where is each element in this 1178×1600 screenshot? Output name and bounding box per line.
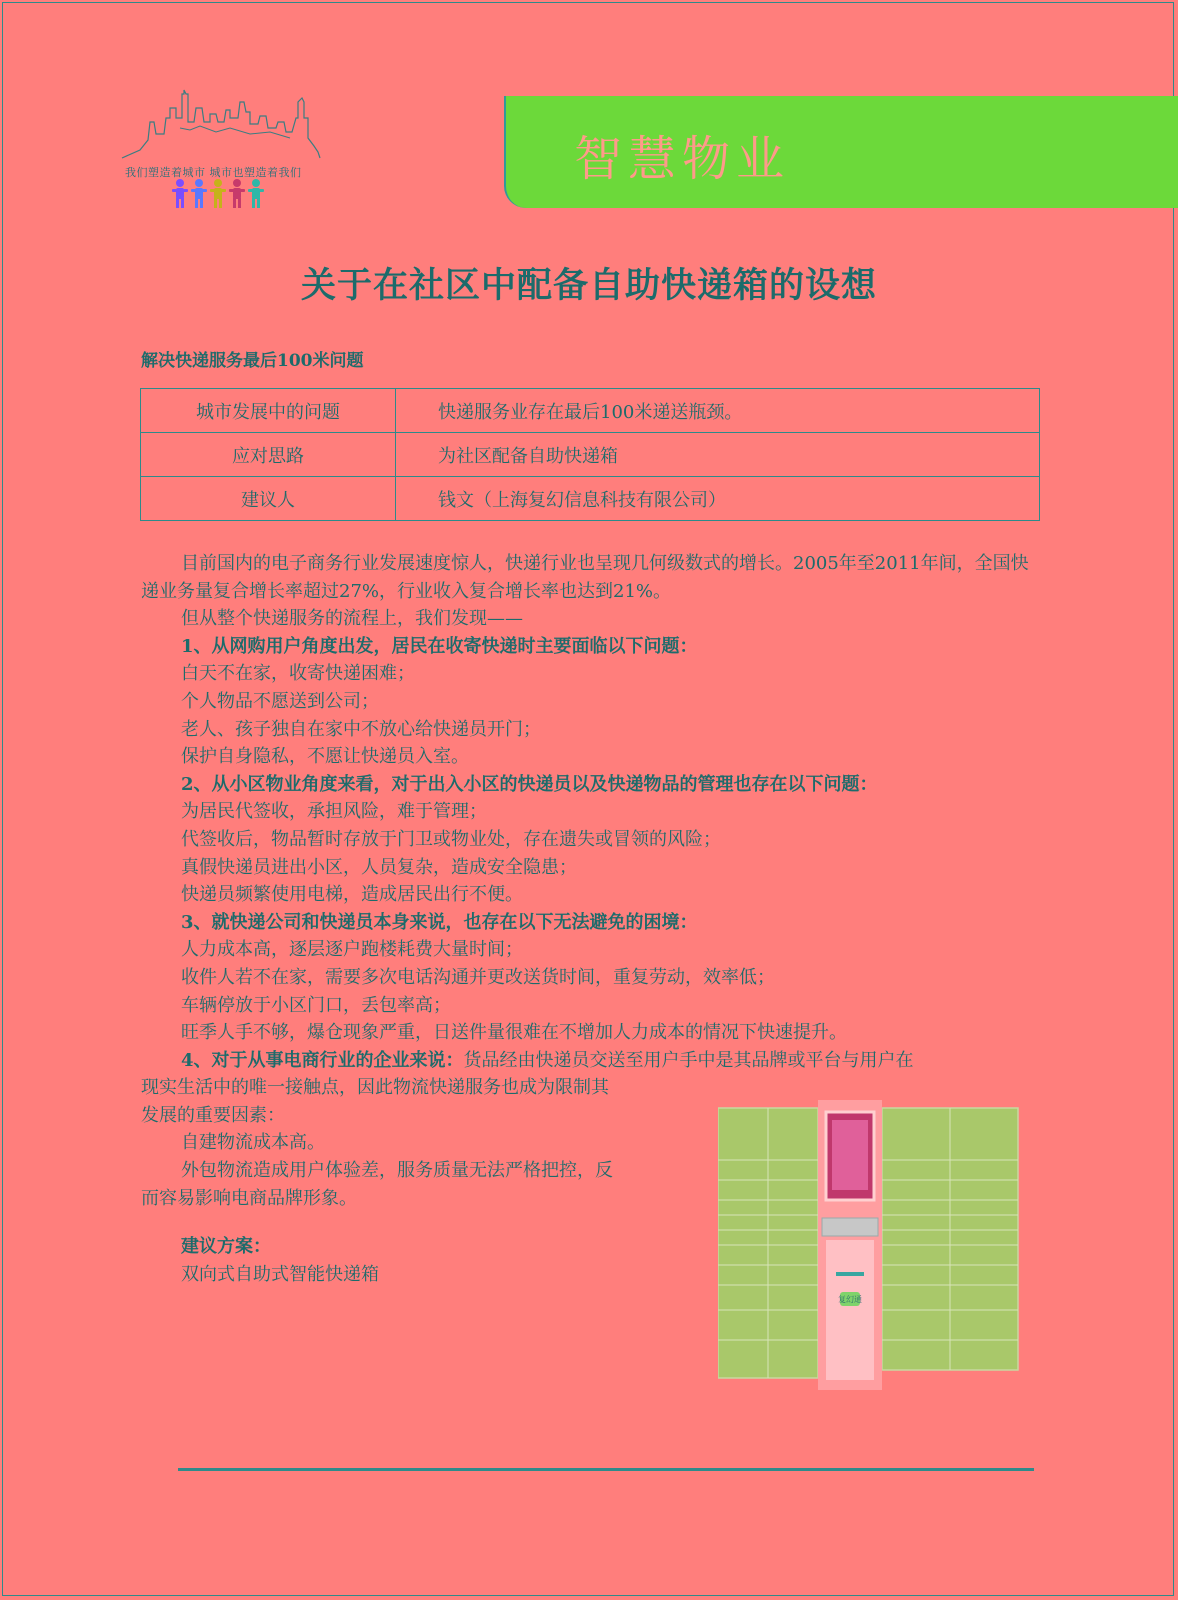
section4-last-a: 外包物流造成用户体验差，服务质量无法严格把控，反 bbox=[181, 1160, 613, 1182]
locker-brand: 复幻通 bbox=[838, 1295, 862, 1304]
city-logo bbox=[120, 88, 330, 213]
section-heading: 2、从小区物业角度来看，对于出入小区的快递员以及快递物品的管理也存在以下问题： bbox=[181, 773, 878, 795]
table-row bbox=[141, 477, 1040, 521]
section4-line3: 发展的重要因素： bbox=[141, 1104, 285, 1126]
list-item: 真假快递员进出小区，人员复杂，造成安全隐患； bbox=[181, 856, 577, 878]
bottom-divider bbox=[178, 1468, 1034, 1471]
banner-title: 智慧物业 bbox=[574, 131, 791, 187]
list-item: 老人、孩子独自在家中不放心给快递员开门； bbox=[181, 718, 541, 740]
list-item: 人力成本高，逐层逐户跑楼耗费大量时间； bbox=[181, 939, 523, 961]
list-item: 收件人若不在家，需要多次电话沟通并更改送货时间，重复劳动，效率低； bbox=[181, 966, 775, 988]
section-heading: 1、从网购用户角度出发，居民在收寄快递时主要面临以下问题： bbox=[181, 635, 698, 657]
list-item: 个人物品不愿送到公司； bbox=[181, 690, 379, 712]
lead-paragraph: 但从整个快递服务的流程上，我们发现—— bbox=[181, 608, 523, 630]
people-figures bbox=[172, 178, 292, 212]
list-item: 代签收后，物品暂时存放于门卫或物业处，存在遗失或冒领的风险； bbox=[181, 828, 721, 850]
intro-paragraph: 目前国内的电子商务行业发展速度惊人，快递行业也呈现几何级数式的增长。2005年至2011年间，全国快递业务量复合增长率超过27%，行业收入复合增长率也达到21%。 bbox=[141, 553, 1029, 602]
table-label: 建议人 bbox=[141, 477, 396, 521]
page-title: 关于在社区中配备自助快递箱的设想 bbox=[300, 266, 877, 306]
table-value: 为社区配备自助快递箱 bbox=[396, 433, 1040, 477]
list-item: 旺季人手不够，爆仓现象严重，日送件量很难在不增加人力成本的情况下快速提升。 bbox=[181, 1022, 847, 1044]
proposal-heading: 建议方案： bbox=[181, 1236, 271, 1257]
section4-last-b: 而容易影响电商品牌形象。 bbox=[141, 1187, 357, 1209]
locker-illustration bbox=[718, 1100, 1030, 1390]
table-row bbox=[141, 389, 1040, 433]
info-table bbox=[140, 388, 1040, 521]
table-value: 快递服务业存在最后100米递送瓶颈。 bbox=[396, 389, 1040, 433]
list-item: 白天不在家，收寄快递困难； bbox=[181, 663, 415, 685]
table-value: 钱文（上海复幻信息科技有限公司） bbox=[396, 477, 1040, 521]
proposal bbox=[181, 1233, 379, 1288]
list-item: 快递员频繁使用电梯，造成居民出行不便。 bbox=[181, 884, 523, 906]
section4-line2: 现实生活中的唯一接触点，因此物流快递服务也成为限制其 bbox=[141, 1077, 609, 1099]
proposal-text: 双向式自助式智能快递箱 bbox=[181, 1263, 379, 1285]
section4-paragraph bbox=[141, 1047, 1041, 1075]
subtitle: 解决快递服务最后100米问题 bbox=[141, 351, 364, 371]
section4-line1: 货品经由快递员交送至用户手中是其品牌或平台与用户在 bbox=[463, 1049, 914, 1071]
section-banner bbox=[504, 96, 1178, 208]
list-item: 自建物流成本高。 bbox=[181, 1132, 325, 1154]
section-heading: 4、对于从事电商行业的企业来说： bbox=[181, 1049, 464, 1071]
express-locker-image bbox=[718, 1100, 1030, 1390]
section-heading: 3、就快递公司和快递员本身来说，也存在以下无法避免的困境： bbox=[181, 911, 698, 933]
list-item: 保护自身隐私，不愿让快递员入室。 bbox=[181, 746, 469, 768]
logo-slogan: 我们塑造着城市 城市也塑造着我们 bbox=[125, 166, 302, 179]
table-label: 城市发展中的问题 bbox=[141, 389, 396, 433]
table-label: 应对思路 bbox=[141, 433, 396, 477]
table-row bbox=[141, 433, 1040, 477]
list-item: 为居民代签收，承担风险，难于管理； bbox=[181, 801, 487, 823]
list-item: 车辆停放于小区门口，丢包率高； bbox=[181, 994, 451, 1016]
